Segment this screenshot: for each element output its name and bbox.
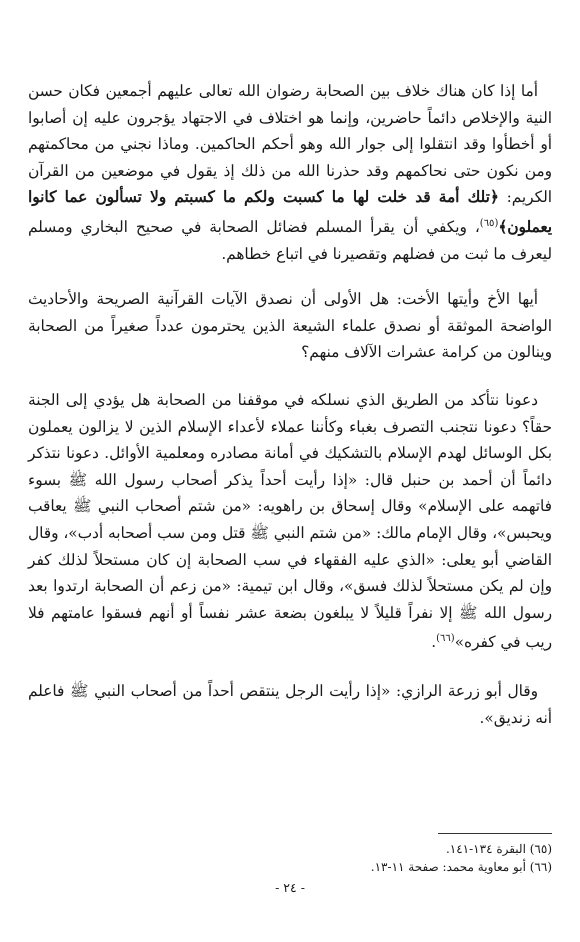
paragraph-2: أيها الأخ وأيتها الأخت: هل الأولى أن نصدق الآيات القرآنية الصريحة والأحاديث الواضحة الموثقة أو نصدق علماء الشيعة الذين يحترمون عدداً صغيراً من الصحابة وينالون من كرامة عشرات الآلاف منهم؟ [28,290,552,362]
footnotes [28,840,552,876]
paragraph-3-text: دعونا نتأكد من الطريق الذي نسلكه في موقفنا من الصحابة هل يؤدي إلى الجنة حقاً؟ دعونا نتجنب التصرف بغباء وكأننا عملاء لأعداء الإسلام الذين لا يزالون يعملون بكل الوسائل لهدم الإسلام بالتشكيك في أمانة مصادره ومعلمية الأوائل. دعونا نتذكر دائماً أن أحمد بن حنبل قال: «إذا رأيت أحداً يذكر أصحاب رسول الله ﷺ بسوء فاتهمه على الإسلام» وقال إسحاق بن راهويه: «من شتم أصحاب النبي ﷺ يعاقب ويحبس»، وقال الإمام مالك: «من شتم النبي ﷺ قتل ومن سب أصحابه أدب»، وقال القاضي أبو يعلى: «الذي عليه الفقهاء في سب الصحابة إن كان مستحلاً لذلك كفر وإن لم يكن مستحلاً لذلك فسق»، وقال ابن تيمية: «من زعم أن الصحابة ارتدوا بعد رسول الله ﷺ إلا نفراً قليلاً لا يبلغون بضعة عشر نفساً أو أنهم فسقوا عامتهم فلا ريب في كفره» [28,391,552,652]
footnote-ref-66[interactable]: (٦٦) [436,633,455,645]
paragraph-1-text-end: ، ويكفي أن يقرأ المسلم فضائل الصحابة في صحيح البخاري ومسلم ليعرف ما ثبت من فضلهم وتقصيرنا في اتباع خطاهم. [28,218,552,263]
footnote-ref-65[interactable]: (٦٥) [479,217,499,229]
quran-verse: ﴿تلك أمة قد خلت لها ما كسبت ولكم ما كسبتم ولا تسألون عما كانوا يعملون﴾ [28,188,552,237]
footnote-65: (٦٥) البقرة ١٣٤-١٤١. [445,842,552,856]
paragraph-4: وقال أبو زرعة الرازي: «إذا رأيت الرجل ينتقص أحداً من أصحاب النبي ﷺ فاعلم أنه زنديق». [28,682,552,727]
page-number: - ٢٤ - [275,880,305,895]
footnote-divider [438,833,552,834]
paragraph-3-text-end: . [431,633,437,652]
paragraph-1-text: أما إذا كان هناك خلاف بين الصحابة رضوان الله تعالى عليهم أجمعين فكان حسن النية والإخلاص دائماً حاضرين، وإنما هو اختلاف في الاجتهاد يؤجرون عليه إن أصابوا أو أخطأوا وقد انتقلوا إلى جوار الله وهو أحكم الحاكمين. وماذا نجني من محاكمتهم ومن نكون حتى نحاكمهم وقد حذرنا الله من ذلك إذ يقول في موضعين من القرآن الكريم: [28,82,552,207]
paragraph-1 [28,78,552,267]
paragraph-3 [28,387,552,656]
page-body [28,78,552,731]
footnote-66: (٦٦) أبو معاوية محمد: صفحة ١١-١٣. [370,860,552,874]
